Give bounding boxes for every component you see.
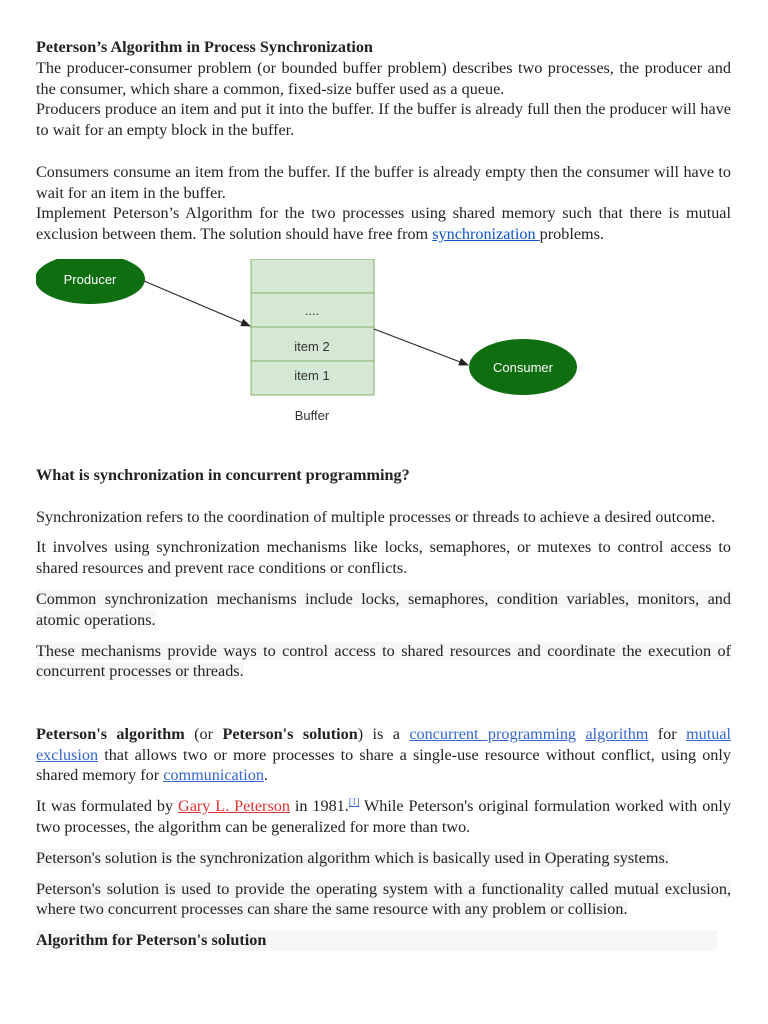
- concurrent-programming-link[interactable]: concurrent programming: [409, 724, 577, 743]
- document-page: [36, 37, 731, 951]
- section-title: Peterson’s Algorithm in Process Synchronization: [36, 38, 373, 56]
- peterson-mutex-paragraph: Peterson's solution is used to provide the operating system with a functionality called mutual exclusion, where two concurrent processes can share the same resource with any problem or collision.: [36, 879, 731, 919]
- peterson-history-paragraph: It was formulated by Gary L. Peterson in 1981.[1] While Peterson's original formulation worked with only two processes, the algorithm can be generalized for more than two.: [36, 796, 731, 836]
- intro-paragraph-4: Implement Peterson’s Algorithm for the two processes using shared memory such that there is mutual exclusion between them. The solution should have free from synchronization problems.: [36, 204, 731, 244]
- intro-paragraph-1: The producer-consumer problem (or bounded buffer problem) describes two processes, the producer and the consumer, which share a common, fixed-size buffer used as a queue.: [36, 58, 731, 98]
- buffer-cell-text: item 1: [294, 367, 330, 383]
- sync-paragraph-4: These mechanisms provide ways to control access to shared resources and coordinate the execution of concurrent processes or threads.: [36, 641, 731, 681]
- intro-paragraph-3: Consumers consume an item from the buffer. If the buffer is already empty then the consumer will have to wait for an item in the buffer.: [36, 162, 731, 202]
- producer-consumer-diagram: [36, 259, 731, 455]
- sync-paragraph-3: Common synchronization mechanisms include locks, semaphores, condition variables, monitors, and atomic operations.: [36, 589, 731, 629]
- mutual-exclusion-link[interactable]: mutual exclusion: [36, 724, 732, 764]
- reference-1-link[interactable]: [1]: [348, 796, 360, 807]
- algorithm-link[interactable]: algorithm: [585, 724, 649, 743]
- buffer-cell-text: ....: [304, 302, 320, 318]
- arrow-producer-to-buffer: [144, 281, 250, 326]
- synchronization-link[interactable]: synchronization: [432, 225, 540, 244]
- sync-paragraph-1: Synchronization refers to the coordination of multiple processes or threads to achieve a desired outcome.: [36, 507, 716, 526]
- peterson-intro-paragraph: Peterson's algorithm (or Peterson's solution) is a concurrent programming algorithm for mutual exclusion that allows two or more processes to share a single-use resource without conflict, using only shared memory for communication.: [36, 724, 732, 785]
- sync-paragraph-2: It involves using synchronization mechanisms like locks, semaphores, or mutexes to control access to shared resources and prevent race conditions or conflicts.: [36, 538, 731, 578]
- diagram-svg: [36, 259, 731, 455]
- section-heading-synchronization: What is synchronization in concurrent programming?: [36, 465, 410, 484]
- arrow-buffer-to-consumer: [374, 329, 468, 365]
- consumer-label: Consumer: [493, 359, 553, 375]
- buffer-cell-text: item 2: [294, 338, 330, 354]
- buffer-label: Buffer: [294, 407, 330, 423]
- intro-paragraph-2: Producers produce an item and put it into the buffer. If the buffer is already full then the producer will have to wait for an empty block in the buffer.: [36, 100, 731, 140]
- algorithm-heading: Algorithm for Peterson's solution: [36, 930, 731, 951]
- buffer-cell-1: [251, 259, 374, 293]
- gary-peterson-link[interactable]: Gary L. Peterson: [178, 797, 290, 816]
- peterson-os-paragraph: Peterson's solution is the synchronization algorithm which is basically used in Operating systems.: [36, 848, 669, 867]
- producer-label: Producer: [63, 271, 117, 287]
- communication-link[interactable]: communication: [163, 766, 264, 785]
